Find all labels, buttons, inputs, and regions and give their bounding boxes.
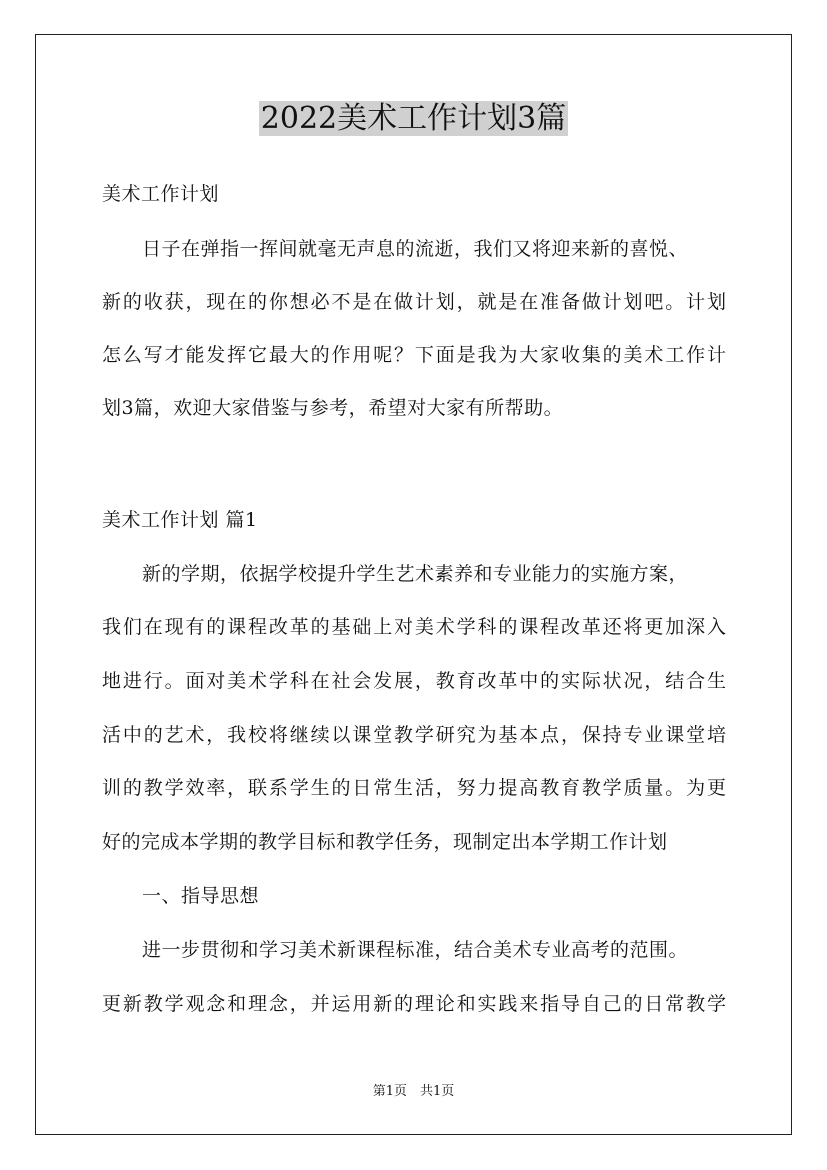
paragraph-line: 好的完成本学期的教学目标和教学任务，现制定出本学期工作计划 bbox=[102, 831, 668, 853]
subheading-guiding-thought: 一、指导思想 bbox=[142, 885, 260, 907]
document-title-text: 2022美术工作计划3篇 bbox=[260, 101, 567, 136]
paragraph-line: 进一步贯彻和学习美术新课程标准，结合美术专业高考的范围。 bbox=[142, 939, 689, 961]
paragraph-line: 新的收获，现在的你想必不是在做计划，就是在准备做计划吧。计划 bbox=[102, 291, 726, 313]
page-footer: 第1页 共1页 bbox=[372, 1084, 455, 1099]
paragraph-line: 我们在现有的课程改革的基础上对美术学科的课程改革还将更加深入 bbox=[102, 616, 726, 638]
paragraph-line: 地进行。面对美术学科在社会发展，教育改革中的实际状况，结合生 bbox=[102, 670, 726, 692]
document-title bbox=[0, 99, 827, 139]
paragraph-line: 日子在弹指一挥间就毫无声息的流逝，我们又将迎来新的喜悦、 bbox=[142, 238, 689, 260]
paragraph-line: 更新教学观念和理念，并运用新的理论和实践来指导自己的日常教学 bbox=[102, 993, 726, 1015]
section-intro-heading: 美术工作计划 bbox=[102, 183, 220, 205]
paragraph-line: 活中的艺术，我校将继续以课堂教学研究为基本点，保持专业课堂培 bbox=[102, 724, 726, 746]
section-1-heading: 美术工作计划 篇1 bbox=[102, 509, 258, 531]
paragraph-line: 新的学期，依据学校提升学生艺术素养和专业能力的实施方案， bbox=[142, 563, 689, 585]
paragraph-line: 训的教学效率，联系学生的日常生活，努力提高教育教学质量。为更 bbox=[102, 777, 726, 799]
paragraph-line: 怎么写才能发挥它最大的作用呢？下面是我为大家收集的美术工作计 bbox=[102, 344, 726, 366]
paragraph-line: 划3篇，欢迎大家借鉴与参考，希望对大家有所帮助。 bbox=[102, 397, 564, 419]
